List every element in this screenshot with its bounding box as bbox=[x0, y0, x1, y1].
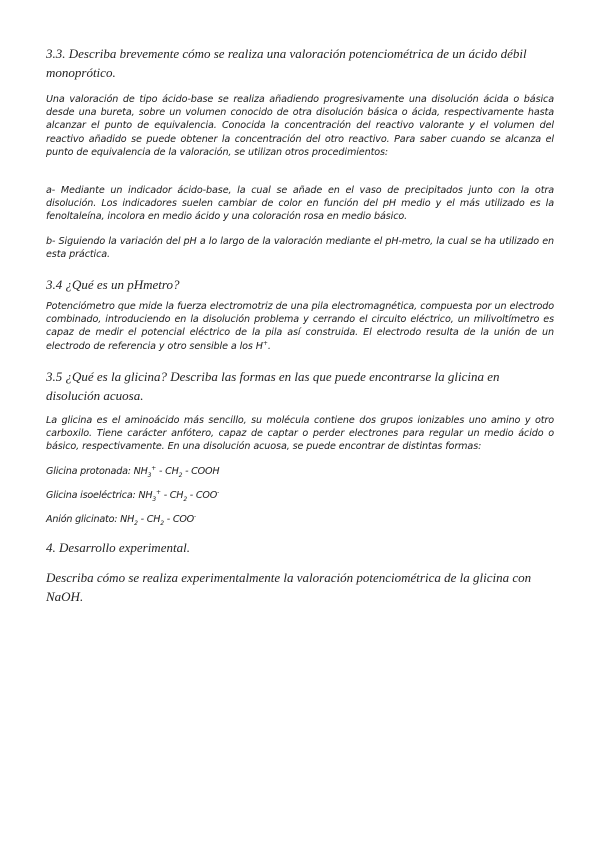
section-3-3-paragraph-a: a- Mediante un indicador ácido-base, la cual se añade en el vaso de precipitados junto con la otra disolución. Los indicadores suelen cambiar de color en función del pH medio y el más utilizado es la fenoltaleína, incolora en medio ácido y una coloración rosa en medio básico. bbox=[46, 185, 554, 223]
formula-glicina-isoelectrica: Glicina isoeléctrica: $NH_3^+ - CH_2 - COO^-$ bbox=[46, 488, 220, 503]
section-3-3-heading: 3.3. Describa brevemente cómo se realiza una valoración potenciométrica de un ácido débil monoprótico. bbox=[46, 46, 527, 80]
formula-anion-glicinato: Anión glicinato: $NH_2 - CH_2 - COO^-$ bbox=[46, 512, 197, 527]
section-3-3-paragraph-b: b- Siguiendo la variación del pH a lo largo de la valoración mediante el pH-metro, la cual se ha utilizado en esta práctica. bbox=[46, 236, 554, 261]
section-3-5-paragraph: La glicina es el aminoácido más sencillo, su molécula contiene dos grupos ionizables uno amino y otro carboxilo. Tiene carácter anfótero, capaz de captar o perder electrones para regular un medio ácido o básico, respectivamente. En una disolución acuosa, se puede encontrar de distintas formas: bbox=[46, 415, 554, 453]
formula-glicina-protonada: Glicina protonada: $NH_3^+ - CH_2$ - COOH bbox=[46, 464, 220, 479]
section-3-4-paragraph: Potenciómetro que mide la fuerza electromotriz de una pila electromagnética, compuesta por un electrodo combinado, introduciendo en la disolución problema y cerrando el circuito eléctrico, un milivoltímetro es capaz de medir el potencial eléctrico de la pila así construida. El electrodo resulta de la unión de un electrodo de referencia y otro sensible a los H+. bbox=[46, 301, 554, 352]
section-3-3-paragraph-1: Una valoración de tipo ácido-base se realiza añadiendo progresivamente una disolución ácida o básica desde una bureta, sobre un volumen conocido de otra disolución básica o ácida, respectivamente hasta alcanzar el punto de equivalencia. Conocida la concentración del reactivo valorante y el volumen del reactivo añadido se puede obtener la concentración del otro reactivo. Para saber cuando se alcanza el punto de equivalencia de la valoración, se utilizan otros procedimientos: bbox=[46, 94, 554, 158]
section-4-question: Describa cómo se realiza experimentalmente la valoración potenciométrica de la glicina con NaOH. bbox=[46, 570, 532, 604]
section-3-5-heading: 3.5 ¿Qué es la glicina? Describa las formas en las que puede encontrarse la glicina en disolución acuosa. bbox=[46, 369, 500, 403]
section-3-4-heading: 3.4 ¿Qué es un pHmetro? bbox=[46, 277, 180, 292]
section-4-heading: 4. Desarrollo experimental. bbox=[46, 540, 190, 555]
